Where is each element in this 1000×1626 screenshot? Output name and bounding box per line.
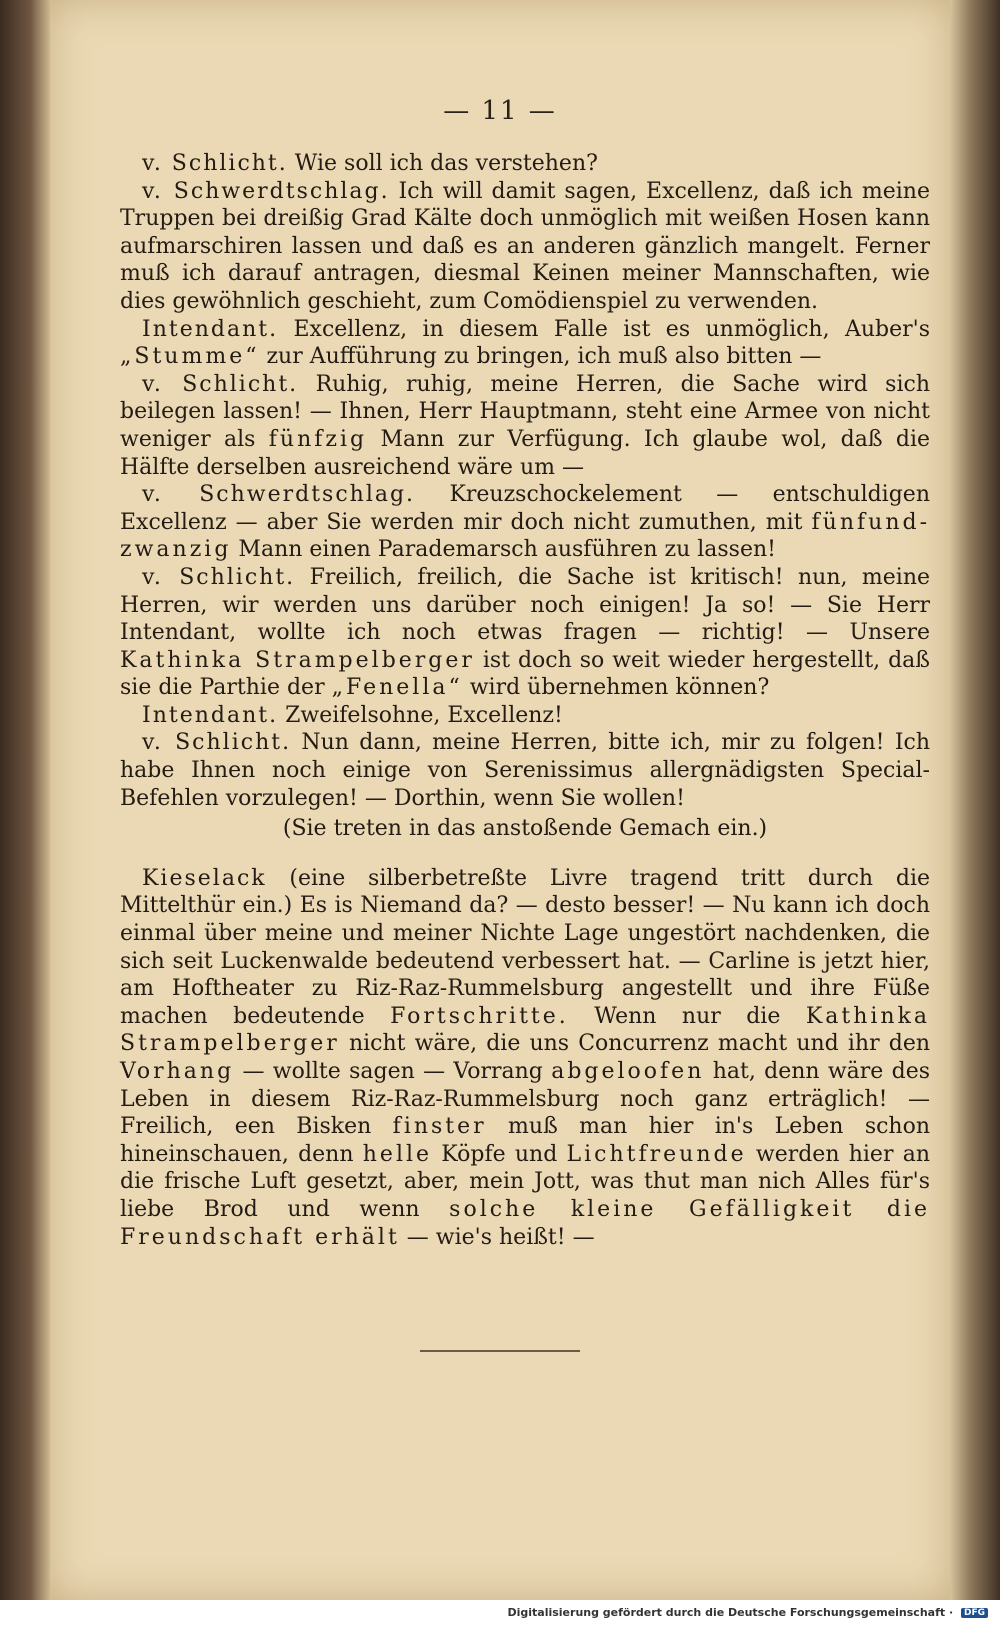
dialogue-text: Nun dann, meine Herren, bitte ich, mir zu folgen! Ich habe Ihnen noch einige von Serenissimus allergnädigsten Special-Befehlen vorzulegen! — Dorthin, wenn Sie wollen!: [120, 730, 931, 811]
stage-direction: (Sie treten in das anstoßende Gemach ein.): [282, 816, 768, 842]
dialogue-text: wird übernehmen können?: [469, 675, 770, 701]
monologue-text: — wollte sagen — Vorrang: [242, 1059, 543, 1084]
dialogue-text: Kreuzschockelement — entschuldigen Excellenz — aber Sie werden mir doch nicht zumuthen, mit: [120, 482, 930, 535]
emphasized-word: helle: [362, 1141, 433, 1167]
emphasized-word: Fortschritte.: [390, 1003, 569, 1029]
dialogue-text: Freilich, freilich, die Sache ist kritisch! nun, meine Herren, wir werden uns darüber noch einigen! Ja so! — Sie Herr Intendant, wollte ich noch etwas fragen — richtig! — Unsere: [120, 564, 931, 646]
dialogue-line: [120, 371, 930, 481]
dialogue-line: [120, 316, 930, 371]
dialogue-line: [120, 150, 930, 178]
dialogue-text: Ich will damit sagen, Excellenz, daß ich meine Truppen bei dreißig Grad Kälte doch unmöglich mit weißen Hosen kann aufmarschiren lassen und daß es an anderen gänzlich mangelt. Ferner muß ich darauf antragen, diesmal Keinen meiner Mannschaften, wie dies gewöhnlich geschieht, zum Comödienspiel zu verwenden.: [120, 178, 930, 314]
dialogue-text: Excellenz, in diesem Falle ist es unmöglich, Auber's: [293, 316, 931, 342]
book-binding-left: [0, 0, 50, 1600]
funding-credit-text: Digitalisierung gefördert durch die Deutsche Forschungsgemeinschaft ·: [507, 1606, 954, 1619]
dfg-logo: DFG: [961, 1608, 988, 1618]
dialogue-line: [120, 564, 930, 702]
emphasized-name: Kathinka Strampelberger: [120, 647, 475, 673]
monologue-text: hat, denn wäre des Leben in diesem Riz-Raz-Rummelsburg noch ganz erträglich! — Freilich, een Bisken: [120, 1059, 931, 1140]
book-page-edge-right: [950, 0, 1000, 1600]
speaker-name: Intendant.: [142, 316, 279, 342]
monologue-text: nicht wäre, die uns Concurrenz macht und ihr den: [348, 1031, 931, 1057]
emphasized-word: fünfzig: [268, 426, 368, 452]
emphasized-name: Kathinka Strampelberger: [120, 1003, 931, 1057]
funding-credit: [507, 1606, 988, 1619]
section-divider: [420, 1350, 580, 1352]
dialogue-text: Mann einen Parademarsch ausführen zu lassen!: [238, 537, 777, 563]
emphasized-word: fünfund-zwanzig: [120, 509, 931, 563]
page-number: — 11 —: [443, 96, 557, 126]
monologue-text: Wenn nur die: [594, 1003, 781, 1029]
monologue-text: (eine silberbetreßte Livre tragend tritt durch die Mittelthür ein.) Es is Niemand da? — desto besser! — Nu kann ich doch einmal über meine und meiner Nichte Lage ungestört nachdenken, die sich seit Luckenwalde bedeutend verbessert hat. — Carline is jetzt hier, am Hoftheater zu Riz-Raz-Rummelsburg angestellt und ihre Füße machen bedeutende: [120, 865, 930, 1029]
footer-bar: [0, 1600, 1000, 1626]
emphasized-word: abgeloofen: [551, 1059, 705, 1084]
emphasized-title: „Stumme“: [120, 344, 260, 370]
dialogue-text: Zweifelsohne, Excellenz!: [285, 702, 563, 728]
dialogue-text: Wie soll ich das verstehen?: [294, 151, 598, 176]
speaker-name: v. Schwerdtschlag.: [142, 482, 416, 508]
emphasized-word: finster: [392, 1114, 487, 1140]
dialogue-line: [120, 702, 930, 730]
speaker-name: Kieselack: [142, 865, 267, 891]
speaker-name: v. Schlicht.: [142, 730, 292, 756]
speaker-name: Intendant.: [142, 702, 279, 728]
monologue-text: werden hier an die frische Luft gesetzt, aber, mein Jott, was thut man nich Alles für's liebe Brod und wenn: [120, 1141, 930, 1222]
emphasized-word: Lichtfreunde: [566, 1141, 747, 1167]
emphasized-phrase: solche kleine Gefälligkeit die Freundschaft erhält: [120, 1196, 930, 1250]
monologue-text: — wie's heißt! —: [406, 1224, 595, 1250]
dialogue-text: Mann zur Verfügung. Ich glaube wol, daß die Hälfte derselben ausreichend wäre um —: [120, 426, 930, 480]
dialogue-text: ist doch so weit wieder hergestellt, daß sie die Parthie der: [120, 647, 930, 701]
monologue: [120, 865, 930, 1251]
emphasized-word: Vorhang: [120, 1059, 235, 1084]
dialogue-text: zur Aufführung zu bringen, ich muß also bitten —: [266, 344, 822, 370]
monologue-text: muß man hier in's Leben schon hineinschauen, denn: [120, 1114, 931, 1167]
dialogue-line: [120, 178, 930, 316]
speaker-name: v. Schlicht.: [142, 564, 296, 590]
speaker-name: v. Schlicht.: [142, 371, 299, 397]
dialogue-text: Ruhig, ruhig, meine Herren, die Sache wird sich beilegen lassen! — Ihnen, Herr Hauptmann, steht eine Armee von nicht weniger als: [120, 371, 930, 452]
speaker-name: v. Schwerdtschlag.: [142, 178, 390, 204]
speaker-name: v. Schlicht.: [142, 151, 288, 176]
emphasized-title: „Fenella“: [331, 675, 463, 701]
page-body: [120, 150, 930, 1251]
dialogue-line: [120, 481, 930, 564]
dialogue-line: [120, 729, 930, 812]
section-gap: [120, 843, 930, 865]
monologue-text: Köpfe und: [441, 1141, 558, 1167]
scanned-page: [50, 0, 950, 1600]
